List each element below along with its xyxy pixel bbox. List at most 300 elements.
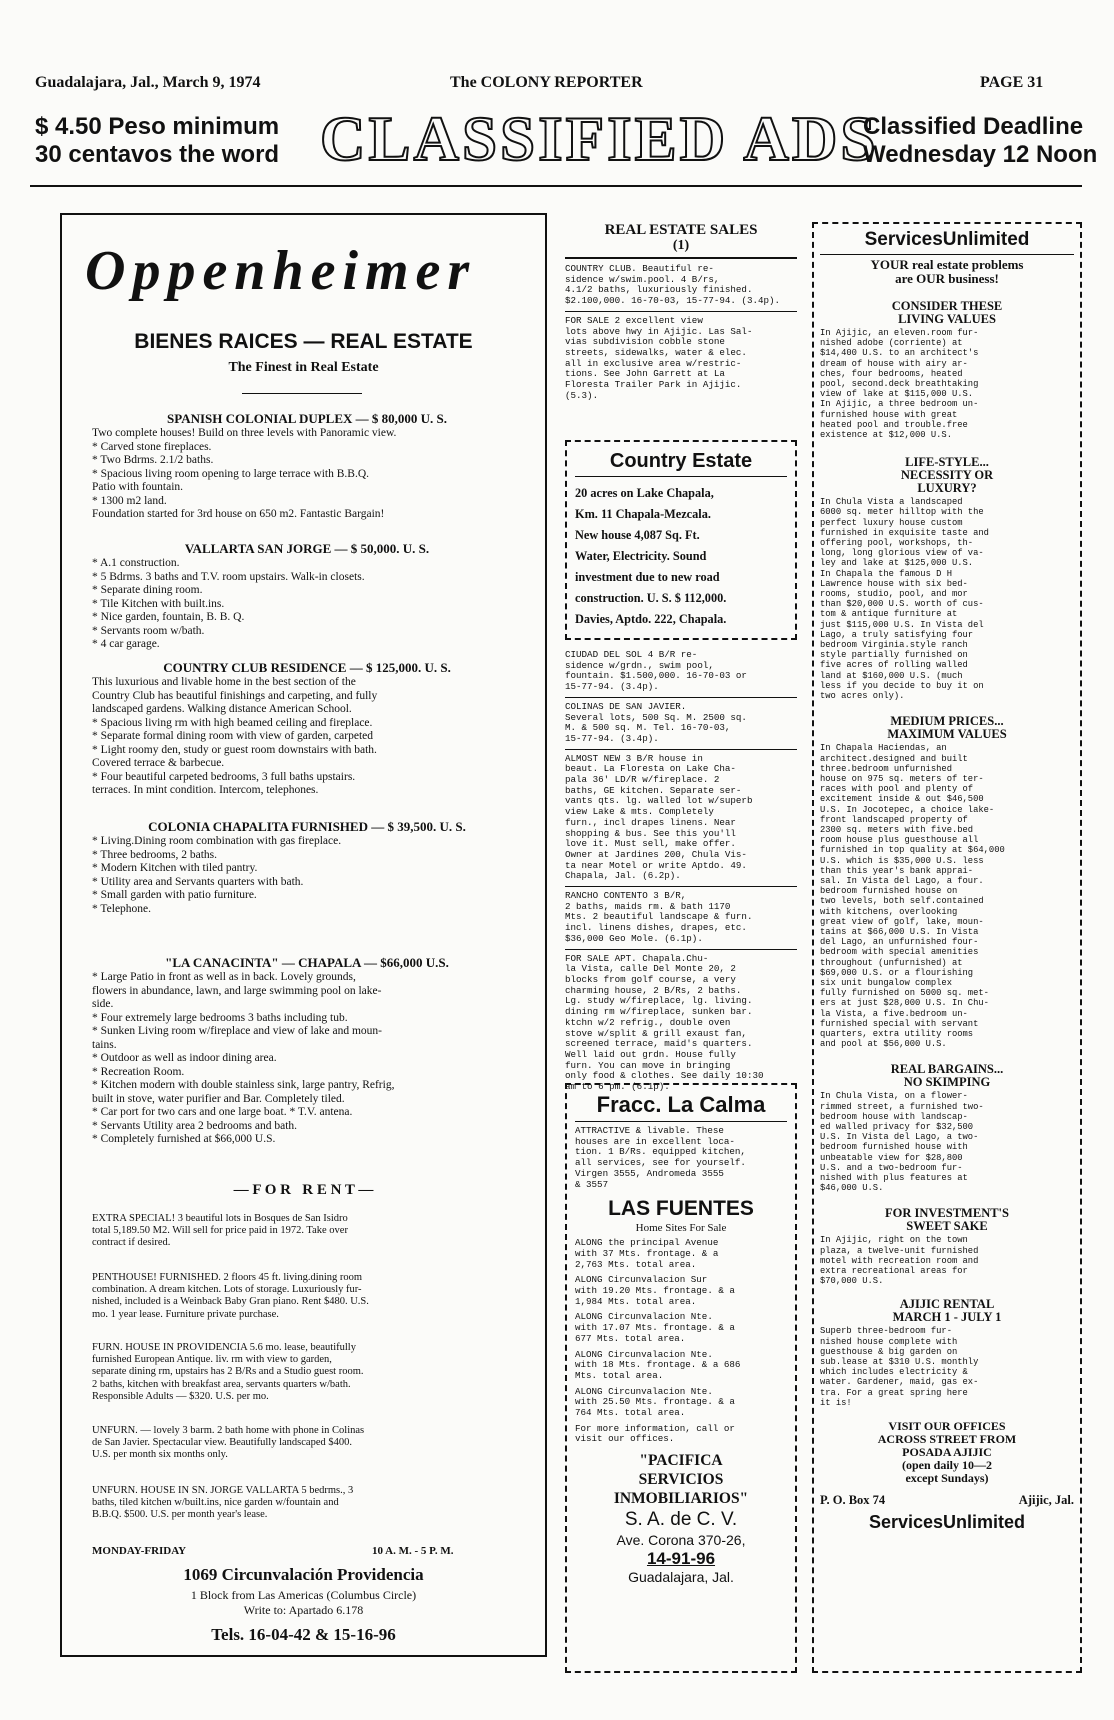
ad-line: $36,000 Geo Mole. (6.1p). bbox=[565, 932, 703, 944]
site-3 bbox=[575, 1312, 787, 1344]
text-line: furnished house with great bbox=[820, 409, 958, 420]
ad-line: $2.100,000. 16-70-03, 15-77-94. (3.4p). bbox=[565, 295, 781, 307]
ad-line: ALMOST NEW 3 B/R house in bbox=[565, 752, 703, 764]
ad-line: only food & clothes. See daily 10:30 bbox=[565, 1070, 764, 1082]
estate-line: Km. 11 Chapala-Mezcala. bbox=[575, 507, 711, 521]
text-line: two levels, both self.contained bbox=[820, 896, 984, 907]
services-title: ServicesUnlimited bbox=[864, 229, 1030, 250]
section-head: MAXIMUM VALUES bbox=[887, 727, 1007, 742]
text-line: U.S. which is $35,000 U.S. less bbox=[820, 855, 984, 866]
section-head: LIFE-STYLE... bbox=[905, 455, 989, 470]
ad-line: ktchn w/2 refrig., double oven bbox=[565, 1016, 731, 1028]
ad-line: beaut. La Floresta on Lake Cha- bbox=[565, 763, 736, 775]
section-head: MARCH 1 - JULY 1 bbox=[892, 1310, 1002, 1325]
fracc-la-calma-ad bbox=[565, 1083, 797, 1673]
firm-suffix: S. A. de C. V. bbox=[624, 1509, 738, 1531]
text-line: Lago, a truly satisfying four bbox=[820, 629, 974, 640]
ad-line: shopping & bus. See this you'll bbox=[565, 827, 736, 839]
section-living-values bbox=[820, 300, 1074, 440]
divider bbox=[565, 311, 797, 312]
site-4 bbox=[575, 1350, 787, 1382]
listing-country-club bbox=[92, 660, 522, 798]
rental-line: PENTHOUSE! FURNISHED. 2 floors 45 ft. living.dining room bbox=[92, 1272, 363, 1283]
text-line: In Ajijic, right on the town bbox=[820, 1235, 968, 1246]
site-line: with 37 Mts. frontage. & a bbox=[575, 1247, 719, 1259]
site-line: ALONG the principal Avenue bbox=[575, 1237, 719, 1249]
address-note: 1 Block from Las Americas (Columbus Circle) bbox=[190, 1588, 417, 1602]
text-line: front landscaped property of bbox=[820, 814, 968, 825]
rental-line: U.S. per month six months only. bbox=[92, 1449, 228, 1461]
estate-line: Davies, Aptdo. 222, Chapala. bbox=[575, 612, 727, 626]
office-days: MONDAY-FRIDAY bbox=[92, 1545, 187, 1557]
section-medium-prices bbox=[820, 715, 1074, 1049]
listing-chapalita bbox=[92, 819, 522, 916]
listing-line: * Living.Dining room combination with gas fireplace. bbox=[92, 835, 342, 847]
listing-line: terraces. In mint condition. Intercom, telephones. bbox=[92, 784, 319, 796]
ad-line: COLINAS DE SAN JAVIER. bbox=[565, 700, 687, 712]
listing-line: * Modern Kitchen with tiled pantry. bbox=[92, 862, 258, 874]
text-line: quarters, extra utility rooms bbox=[820, 1028, 974, 1039]
fracc-line: tion. 1 B/Rs. equipped kitchen, bbox=[575, 1146, 746, 1158]
listing-line: * Light roomy den, study or guest room downstairs with bath. bbox=[92, 743, 377, 756]
listing-line: * 5 Bdrms. 3 baths and T.V. room upstairs. Walk-in closets. bbox=[92, 570, 365, 583]
divider bbox=[820, 254, 1074, 255]
text-line: bedroom furnished house with bbox=[820, 1142, 968, 1153]
text-line: In Ajijic, an eleven.room fur- bbox=[820, 328, 979, 338]
text-line: nished adobe (corriente) at bbox=[820, 338, 963, 349]
visit-line: (open daily 10—2 bbox=[901, 1458, 992, 1473]
po-box: P. O. Box 74 bbox=[820, 1493, 886, 1508]
ad-almost-new bbox=[565, 754, 797, 882]
rental-line: furnished European Antique. liv. rm with view to garden, bbox=[92, 1354, 332, 1366]
ad-line: lots above hwy in Ajijic. Las Sal- bbox=[565, 325, 753, 337]
rental-4 bbox=[92, 1425, 522, 1462]
listing-line: * 1300 m2 land. bbox=[92, 494, 167, 507]
text-line: style partially furnished on bbox=[820, 650, 968, 661]
dateline: Guadalajara, Jal., March 9, 1974 bbox=[35, 74, 261, 91]
ad-line: am to 6 pm. (6.1p). bbox=[565, 1081, 670, 1093]
text-line: ley and lake at $125,000 U.S. bbox=[820, 558, 974, 569]
oppenheimer-name: Oppenheimer bbox=[85, 240, 477, 302]
services-footer: ServicesUnlimited bbox=[868, 1512, 1026, 1533]
site-line: with 18 Mts. frontage. & a 686 bbox=[575, 1359, 741, 1371]
text-line: guesthouse & big garden on bbox=[820, 1346, 958, 1357]
ad-line: screened terrace, maid's quarters. bbox=[565, 1038, 753, 1050]
text-line: long, long glorious view of va- bbox=[820, 548, 984, 559]
section-head: FOR INVESTMENT'S bbox=[885, 1206, 1009, 1221]
section-head: LUXURY? bbox=[917, 481, 977, 496]
ad-line: FOR SALE APT. Chapala.Chu- bbox=[565, 952, 709, 964]
text-line: fully furnished on 5000 sq. met- bbox=[820, 988, 989, 999]
text-line: furnished special with servant bbox=[820, 1018, 979, 1029]
site-line: 1,984 Mts. total area. bbox=[575, 1295, 697, 1307]
listing-line: This luxurious and livable home in the best section of the bbox=[92, 676, 356, 688]
listing-title: COUNTRY CLUB RESIDENCE — $ 125,000. U. S. bbox=[163, 660, 451, 675]
site-line: 764 Mts. total area. bbox=[575, 1407, 686, 1419]
listing-title: "LA CANACINTA" — CHAPALA — $66,000 U.S. bbox=[165, 955, 449, 970]
listing-line: Covered terrace & barbecue. bbox=[92, 757, 225, 769]
ad-line: Mts. 2 beautiful landscape & furn. bbox=[565, 911, 753, 923]
ad-line: 4.1/2 baths, luxuriously finished. bbox=[565, 284, 753, 296]
ad-line: furn., incl drapes linens. Near bbox=[565, 816, 736, 828]
site-line: 2,763 Mts. total area. bbox=[575, 1258, 697, 1270]
text-line: existence at $12,000 U.S. bbox=[820, 430, 952, 441]
visit-line: POSADA AJIJIC bbox=[902, 1445, 992, 1460]
ad-line: (5.3). bbox=[565, 389, 599, 401]
section-head: CONSIDER THESE bbox=[891, 299, 1003, 313]
fracc-line: ATTRACTIVE & livable. These bbox=[575, 1125, 724, 1136]
ad-line: sidence w/swim.pool. 4 B/rs, bbox=[565, 273, 720, 285]
listing-la-canacinta bbox=[92, 955, 522, 1147]
ad-line: FOR SALE 2 excellent view bbox=[565, 314, 703, 326]
estate-line: construction. U. S. $ 112,000. bbox=[575, 591, 727, 605]
estate-line: New house 4,087 Sq. Ft. bbox=[575, 528, 700, 542]
listing-line: Foundation started for 3rd house on 650 m2. Fantastic Bargain! bbox=[92, 508, 385, 520]
rental-line: UNFURN. — lovely 3 barm. 2 bath home with phone in Colinas bbox=[92, 1425, 365, 1436]
fracc-line: all services, see for yourself. bbox=[575, 1157, 746, 1169]
rental-line: de San Javier. Spectacular view. Beautifully landscaped $400. bbox=[92, 1437, 352, 1449]
listing-line: built in stove, water purifier and Bar. Completely tiled. bbox=[92, 1092, 345, 1105]
oppenheimer-tagline: BIENES RAICES — REAL ESTATE bbox=[134, 330, 473, 353]
text-line: In Chapala Haciendas, an bbox=[820, 743, 947, 754]
ad-line: blocks from golf course, a very bbox=[565, 973, 736, 985]
site-line: ALONG Circunvalacion Sur bbox=[575, 1274, 708, 1286]
section-head: AJIJIC RENTAL bbox=[899, 1297, 995, 1312]
text-line: less if you decide to buy it on bbox=[820, 680, 984, 691]
listing-line: * Kitchen modern with double stainless sink, large pantry, Refrig, bbox=[92, 1079, 395, 1091]
text-line: six unit bungalow complex bbox=[820, 977, 952, 988]
listing-line: * Sunken Living room w/fireplace and view of lake and moun- bbox=[92, 1025, 382, 1037]
listing-line: * A.1 construction. bbox=[92, 557, 180, 569]
town: Ajijic, Jal. bbox=[1018, 1493, 1074, 1508]
text-line: sal. In Vista del Lago, a four. bbox=[820, 875, 984, 886]
text-line: excitement inside & out $46,500 bbox=[820, 794, 984, 805]
rental-2 bbox=[92, 1272, 522, 1321]
section-investment bbox=[820, 1207, 1074, 1286]
text-line: which includes electricity & bbox=[820, 1367, 968, 1378]
ad-line: furn. You can move in bringing bbox=[565, 1059, 731, 1071]
text-line: than this year's bank apprai- bbox=[820, 865, 974, 876]
estate-line: 20 acres on Lake Chapala, bbox=[575, 486, 714, 500]
country-estate-ad bbox=[565, 440, 797, 640]
ad-line: streets, sidewalks, water & elec. bbox=[565, 346, 747, 358]
ad-line: pala 36' LD/R w/fireplace. 2 bbox=[565, 774, 720, 786]
text-line: heated pool and trouble.free bbox=[820, 419, 968, 430]
text-line: plaza, a twelve-unit furnished bbox=[820, 1245, 979, 1256]
ad-country-club bbox=[565, 264, 797, 307]
divider bbox=[565, 886, 797, 887]
office-phones: Tels. 16-04-42 & 15-16-96 bbox=[211, 1625, 396, 1644]
divider bbox=[575, 476, 787, 477]
estate-line: investment due to new road bbox=[575, 570, 720, 584]
ad-line: view Lake & mts. Completely bbox=[565, 806, 714, 818]
text-line: bedroom furnished house on bbox=[820, 886, 958, 897]
text-line: architect.designed and built bbox=[820, 753, 968, 764]
listing-line: * Spacious living rm with high beamed ceiling and fireplace. bbox=[92, 716, 373, 729]
text-line: two acres only). bbox=[820, 691, 905, 702]
text-line: land at $160,000 U.S. (much bbox=[820, 670, 963, 681]
rental-line: Responsible Adults — $320. U.S. per mo. bbox=[92, 1390, 269, 1402]
rental-line: EXTRA SPECIAL! 3 beautiful lots in Bosques de San Isidro bbox=[92, 1213, 348, 1224]
listing-line: * 4 car garage. bbox=[92, 638, 160, 650]
ad-line: vants qts. lg. walled lot w/superb bbox=[565, 795, 753, 807]
firm-name: INMOBILIARIOS" bbox=[613, 1490, 749, 1508]
text-line: rooms, studio, pool, and mor bbox=[820, 589, 968, 600]
site-line: Mts. total area. bbox=[575, 1369, 664, 1381]
text-line: Lawrence house with six bed- bbox=[820, 578, 968, 589]
text-line: water. Gardener, maid, gas ex- bbox=[820, 1377, 979, 1388]
listing-line: * Recreation Room. bbox=[92, 1065, 185, 1078]
listing-line: flowers in abundance, lawn, and large swimming pool on lake- bbox=[92, 984, 382, 997]
rental-5 bbox=[92, 1485, 522, 1522]
text-line: ed walled privacy for $32,500 bbox=[820, 1122, 974, 1132]
text-line: ers at just $28,000 U.S. In Chu- bbox=[820, 998, 989, 1009]
ad-line: tions. See John Garrett at La bbox=[565, 368, 725, 380]
section-head: NO SKIMPING bbox=[903, 1075, 991, 1090]
site-line: ALONG Circunvalacion Nte. bbox=[575, 1385, 713, 1397]
text-line: offering pool, workshops, th- bbox=[820, 538, 974, 549]
divider bbox=[242, 393, 362, 394]
rental-line: mo. 1 year lease. Furniture private purchase. bbox=[92, 1308, 279, 1320]
listing-title: VALLARTA SAN JORGE — $ 50,000. U. S. bbox=[184, 541, 430, 556]
rental-line: separate dining rm, upstairs has 2 B/Rs and a Studio guest room. bbox=[92, 1366, 364, 1378]
ad-line: COUNTRY CLUB. Beautiful re- bbox=[565, 263, 714, 274]
section-number: (1) bbox=[672, 238, 690, 253]
listing-line: * Two Bdrms. 2.1/2 baths. bbox=[92, 454, 214, 466]
visit-line: VISIT OUR OFFICES bbox=[888, 1419, 1006, 1434]
firm-phone: 14-91-96 bbox=[646, 1549, 716, 1569]
divider bbox=[565, 749, 797, 750]
text-line: dream of house with airy ar- bbox=[820, 358, 968, 369]
text-line: sub.lease at $310 U.S. monthly bbox=[820, 1357, 979, 1368]
deadline-line-2: Wednesday 12 Noon bbox=[863, 141, 1098, 168]
listing-line: * Separate formal dining room with view of garden, carpeted bbox=[92, 730, 374, 742]
las-fuentes-title: LAS FUENTES bbox=[608, 1197, 754, 1221]
divider bbox=[565, 257, 797, 259]
ad-line: dining rm w/fireplace, sunken bar. bbox=[565, 1006, 753, 1018]
real-estate-sales-more bbox=[565, 650, 797, 1093]
text-line: bedroom house with landscap- bbox=[820, 1111, 968, 1122]
text-line: tains at $66,000 U.S. In Vista bbox=[820, 926, 979, 937]
listing-line: * Telephone. bbox=[92, 902, 152, 915]
divider bbox=[575, 1121, 787, 1122]
write-to: Write to: Apartado 6.178 bbox=[243, 1603, 364, 1617]
page-number: PAGE 31 bbox=[980, 74, 1044, 91]
listing-line: * Carved stone fireplaces. bbox=[92, 440, 212, 453]
section-life-style bbox=[820, 456, 1074, 701]
firm-address: Ave. Corona 370-26, bbox=[616, 1532, 746, 1549]
office-address: 1069 Circunvalación Providencia bbox=[183, 1565, 424, 1584]
text-line: In Chula Vista, on a flower- bbox=[820, 1091, 968, 1102]
rate-line-1: $ 4.50 Peso minimum bbox=[35, 113, 280, 140]
oppenheimer-subtag: The Finest in Real Estate bbox=[228, 360, 379, 375]
ad-line: incl. linens dishes, drapes, etc. bbox=[565, 922, 747, 934]
listing-line: * Utility area and Servants quarters with bath. bbox=[92, 875, 304, 888]
text-line: races with pool and plenty of bbox=[820, 784, 974, 795]
oppenheimer-ad bbox=[60, 213, 547, 1657]
listing-spanish-colonial bbox=[92, 411, 522, 522]
visit-line: ACROSS STREET FROM bbox=[877, 1432, 1017, 1447]
listing-line: * Four beautiful carpeted bedrooms, 3 full baths upstairs. bbox=[92, 770, 356, 783]
text-line: throughout (unfurnished) at bbox=[820, 957, 963, 968]
ad-line: ta near Motel or write Aptdo. 49. bbox=[565, 859, 747, 871]
classified-ads-title: CLASSIFIED ADS bbox=[320, 104, 879, 174]
ad-ajijic-lots bbox=[565, 316, 797, 402]
ad-line: 15-77-94. (3.4p). bbox=[565, 681, 659, 693]
text-line: and pool at $56,000 U.S. bbox=[820, 1039, 947, 1050]
text-line: great view of golf, lake, moun- bbox=[820, 916, 984, 927]
listing-line: * Servants Utility area 2 bedrooms and bath. bbox=[92, 1119, 298, 1132]
more-info bbox=[575, 1424, 787, 1445]
listing-line: * Separate dining room. bbox=[92, 584, 203, 596]
listing-line: * Small garden with patio furniture. bbox=[92, 889, 257, 901]
listing-line: Country Club has beautiful finishings and carpeting, and fully bbox=[92, 689, 378, 702]
listing-line: * Completely furnished at $66,000 U.S. bbox=[92, 1133, 276, 1145]
text-line: In Ajijic, a three bedroom un- bbox=[820, 399, 979, 410]
divider bbox=[565, 949, 797, 950]
site-1 bbox=[575, 1238, 787, 1270]
newspaper-name: The COLONY REPORTER bbox=[450, 74, 643, 91]
text-line: tom & antique furniture at bbox=[820, 609, 958, 620]
text-line: la Vista, a five.bedroom un- bbox=[820, 1008, 968, 1019]
site-5 bbox=[575, 1387, 787, 1419]
listing-line: Patio with fountain. bbox=[92, 481, 184, 493]
services-intro: are OUR business! bbox=[895, 271, 999, 286]
services-intro: YOUR real estate problems bbox=[870, 257, 1024, 272]
office-hours: 10 A. M. - 5 P. M. bbox=[372, 1545, 454, 1557]
real-estate-sales-column bbox=[565, 222, 797, 401]
ad-line: Chapala, Jal. (6.2p). bbox=[565, 870, 681, 882]
deadline-line-1: Classified Deadline bbox=[863, 113, 1084, 140]
listing-vallarta bbox=[92, 541, 522, 652]
text-line: $46,000 U.S. bbox=[820, 1183, 884, 1194]
text-line: ches, four bedrooms, heated bbox=[820, 368, 963, 379]
visit-line: except Sundays) bbox=[905, 1471, 989, 1486]
rental-line: baths, tiled kitchen w/built.ins, nice garden w/fountain and bbox=[92, 1497, 339, 1509]
firm-city: Guadalajara, Jal. bbox=[628, 1569, 734, 1586]
text-line: $14,400 U.S. to an architect's bbox=[820, 348, 979, 359]
rental-3 bbox=[92, 1342, 522, 1403]
section-real-bargains bbox=[820, 1063, 1074, 1193]
info-line: For more information, call or bbox=[575, 1422, 735, 1434]
ad-line: charming house, 2 B/Rs, 2 baths. bbox=[565, 984, 742, 996]
rate-line-2: 30 centavos the word bbox=[35, 141, 280, 168]
estate-line: Water, Electricity. Sound bbox=[575, 549, 707, 563]
text-line: perfect luxury house custom bbox=[820, 517, 963, 528]
section-head: NECESSITY OR bbox=[900, 468, 994, 483]
listing-line: * Servants room w/bath. bbox=[92, 624, 205, 637]
site-line: ALONG Circunvalacion Nte. bbox=[575, 1348, 713, 1360]
site-line: with 17.07 Mts. frontage. & a bbox=[575, 1322, 735, 1334]
listing-line: * Tile Kitchen with built.ins. bbox=[92, 597, 225, 610]
ad-line: love it. Must sell, make offer. bbox=[565, 838, 736, 850]
text-line: 2300 sq. meters with five.bed bbox=[820, 824, 974, 835]
country-estate-title: Country Estate bbox=[609, 450, 753, 472]
ad-line: Well laid out grdn. House fully bbox=[565, 1048, 736, 1060]
ad-line: Lg. study w/fireplace, lg. living. bbox=[565, 995, 753, 1007]
rental-line: total 5,189.50 M2. Will sell for price paid in 1972. Take over bbox=[92, 1225, 348, 1237]
text-line: bedroom Virginia.style ranch bbox=[820, 640, 968, 651]
ad-line: 2 baths, maids rm. & bath 1170 bbox=[565, 900, 731, 912]
text-line: In Chapala the famous D H bbox=[820, 568, 952, 579]
site-line: with 25.50 Mts. frontage. & a bbox=[575, 1396, 735, 1408]
listing-line: Two complete houses! Build on three levels with Panoramic view. bbox=[92, 427, 397, 439]
listing-line: * Outdoor as well as indoor dining area. bbox=[92, 1052, 277, 1064]
text-line: with kitchens, overlooking bbox=[820, 906, 958, 917]
services-unlimited-ad bbox=[812, 222, 1082, 1673]
for-rent-title: — F O R R E N T — bbox=[233, 1182, 374, 1198]
site-2 bbox=[575, 1275, 787, 1307]
site-line: with 19.20 Mts. frontage. & a bbox=[575, 1285, 735, 1297]
site-line: ALONG Circunvalacion Nte. bbox=[575, 1311, 713, 1323]
ad-line: stove w/split & grill exaust fan, bbox=[565, 1027, 747, 1039]
text-line: U.S. In Jocotepec, a choice lake- bbox=[820, 804, 995, 815]
ad-line: Several lots, 500 Sq. M. 2500 sq. bbox=[565, 711, 747, 723]
listing-line: * Car port for two cars and one large boat. * T.V. antena. bbox=[92, 1106, 353, 1118]
listing-line: landscaped gardens. Walking distance American School. bbox=[92, 703, 352, 715]
text-line: U.S. In Vista del Lago, a two- bbox=[820, 1132, 979, 1143]
listing-title: COLONIA CHAPALITA FURNISHED — $ 39,500. U. S. bbox=[148, 819, 466, 834]
section-head: REAL BARGAINS... bbox=[890, 1062, 1004, 1077]
section-title: REAL ESTATE SALES bbox=[604, 222, 758, 238]
text-line: rimmed street, a furnished two- bbox=[820, 1101, 984, 1112]
listing-line: * Spacious living room opening to large terrace with B.B.Q. bbox=[92, 467, 370, 480]
rental-line: nished, included is a Weinback Baby Gran piano. Rent $480. U.S. bbox=[92, 1296, 369, 1308]
rental-line: B.B.Q. $500. U.S. per month year's lease. bbox=[92, 1509, 268, 1521]
ad-line: M. & 500 sq. M. Tel. 16-70-03, bbox=[565, 722, 731, 734]
ad-line: CIUDAD DEL SOL 4 B/R re- bbox=[565, 649, 698, 660]
ad-line: RANCHO CONTENTO 3 B/R, bbox=[565, 890, 687, 902]
section-head: SWEET SAKE bbox=[906, 1219, 988, 1234]
text-line: 6000 sq. meter hilltop with the bbox=[820, 507, 984, 518]
section-ajijic-rental bbox=[820, 1298, 1074, 1408]
ad-line: Owner at Jardines 200, Chula Vis- bbox=[565, 848, 747, 860]
las-fuentes-sub: Home Sites For Sale bbox=[635, 1222, 727, 1235]
listing-line: * Nice garden, fountain, B. B. Q. bbox=[92, 611, 245, 623]
text-line: than $20,000 U.S. worth of cus- bbox=[820, 599, 984, 610]
text-line: furnished in exquisite taste and bbox=[820, 527, 989, 538]
text-line: furnished in top quality at $64,000 bbox=[820, 845, 1005, 856]
text-line: Superb three-bedroom fur- bbox=[820, 1326, 952, 1337]
text-line: nished with plus features at bbox=[820, 1173, 968, 1184]
firm-name: "PACIFICA bbox=[639, 1452, 723, 1470]
text-line: just $115,000 U.S. In Vista del bbox=[820, 619, 984, 630]
text-line: pool, second.deck breathtaking bbox=[820, 379, 979, 390]
text-line: $69,000 U.S. or a flourishing bbox=[820, 967, 974, 978]
ad-apt-chapala bbox=[565, 954, 797, 1093]
text-line: nished house complete with bbox=[820, 1336, 958, 1347]
site-line: 677 Mts. total area. bbox=[575, 1332, 686, 1344]
section-head: MEDIUM PRICES... bbox=[890, 714, 1004, 729]
ad-line: la Vista, calle Del Monte 20, 2 bbox=[565, 963, 736, 975]
ad-line: fountain. $1.500,000. 16-70-03 or bbox=[565, 670, 747, 682]
ad-line: baths, GE kitchen. Separate ser- bbox=[565, 784, 742, 796]
rental-line: 2 baths, kitchen with breakfast area, servants quarters w/bath. bbox=[92, 1378, 351, 1390]
text-line: three.bedroom unfurnished bbox=[820, 763, 952, 774]
text-line: U.S. and a two-bedroom fur- bbox=[820, 1162, 963, 1173]
fracc-line: houses are in excellent loca- bbox=[575, 1135, 735, 1147]
fracc-line: & 3557 bbox=[575, 1178, 609, 1190]
fracc-title: Fracc. La Calma bbox=[596, 1092, 766, 1117]
listing-line: tains. bbox=[92, 1038, 117, 1051]
ad-colinas bbox=[565, 702, 797, 745]
rental-line: combination. A dream kitchen. Lots of storage. Luxuriously fur- bbox=[92, 1284, 362, 1296]
text-line: In Chula Vista a landscaped bbox=[820, 497, 963, 508]
text-line: del Lago, an unfurnished four- bbox=[820, 937, 979, 948]
text-line: extra recreational areas for bbox=[820, 1266, 968, 1277]
banner-rule bbox=[30, 185, 1082, 187]
text-line: view of lake at $115,000 U.S. bbox=[820, 389, 974, 400]
